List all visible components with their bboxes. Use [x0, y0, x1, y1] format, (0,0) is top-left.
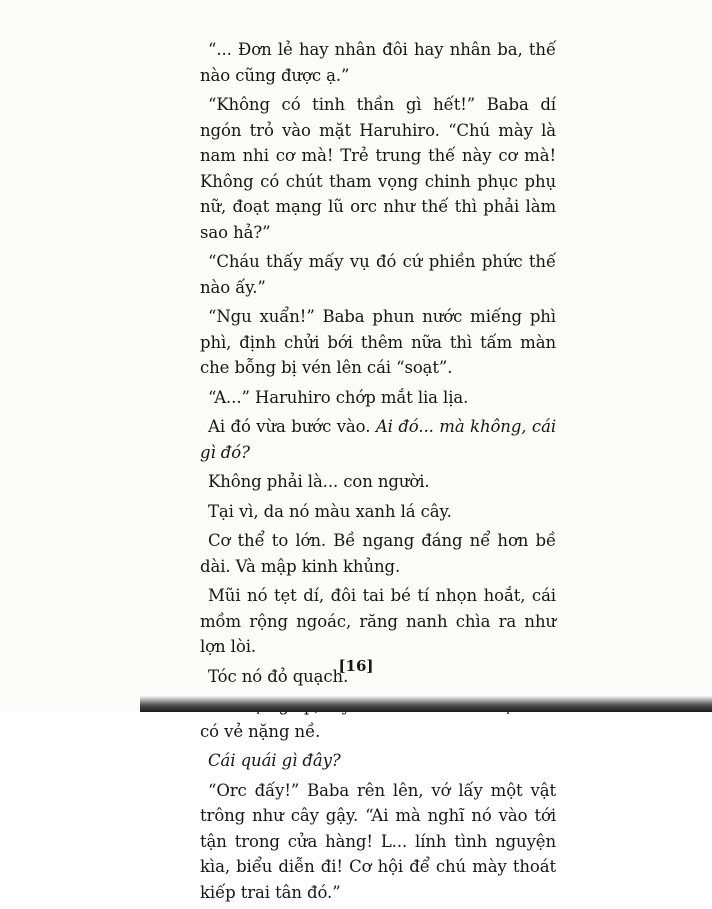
paragraph	[200, 528, 556, 579]
text-run: “A...” Haruhiro chớp mắt lia lịa.	[208, 387, 469, 407]
text-run: “Không có tinh thần gì hết!” Baba dí ngón trỏ vào mặt Haruhiro. “Chú mày là nam nhi cơ mà! Trẻ trung thế này cơ mà! Không có chút tham vọng chinh phục phụ nữ, đoạt mạng lũ orc như thế thì phải làm sao hả?”	[200, 95, 556, 242]
paragraph	[200, 414, 556, 465]
text-run: Không phải là... con người.	[208, 472, 430, 491]
paragraph	[200, 385, 556, 411]
paragraph	[200, 583, 556, 660]
paragraph	[200, 499, 556, 525]
text-run: Mũi nó tẹt dí, đôi tai bé tí nhọn hoắt, cái mồm rộng ngoác, răng nanh chìa ra như lợn lòi.	[200, 586, 556, 656]
text-run: Ai đó vừa bước vào.	[208, 417, 376, 436]
paragraph	[200, 92, 556, 245]
paragraph	[200, 748, 556, 774]
paragraph	[200, 304, 556, 381]
paragraph	[200, 778, 556, 906]
text-run: có vẻ nặng nề.	[200, 721, 321, 741]
page-bottom-shadow	[140, 696, 712, 712]
paragraph	[200, 469, 556, 495]
paragraph	[200, 249, 556, 300]
text-run: “Orc đấy!” Baba rên lên, vớ lấy một vật trông như cây gậy. “Ai mà nghĩ nó vào tới tận trong cửa hàng! L... lính tình nguyện kìa, biểu diễn đi! Cơ hội để chú mày thoát kiếp trai tân đó.”	[200, 780, 556, 902]
text-run: Cơ thể to lớn. Bề ngang đáng nể hơn bề dài. Và mập kinh khủng.	[200, 531, 556, 576]
text-run: Tóc nó đỏ quạch.	[208, 666, 349, 686]
page-number: [16]	[338, 657, 374, 675]
body-text	[200, 37, 556, 909]
text-run: Tại vì, da nó màu xanh lá cây.	[208, 501, 452, 521]
text-run: “Ngu xuẩn!” Baba phun nước miếng phì phì, định chửi bới thêm nữa thì tấm màn che bỗng bị vén lên cái “soạt”.	[200, 307, 556, 377]
paragraph	[200, 37, 556, 88]
italic-text: Cái quái gì đây?	[208, 751, 341, 770]
text-run: “Cháu thấy mấy vụ đó cứ phiền phức thế nào ấy.”	[200, 252, 556, 297]
text-run: “... Đơn lẻ hay nhân đôi hay nhân ba, thế nào cũng được ạ.”	[200, 40, 556, 85]
italic-text: Ai đó... mà không, cái gì đó?	[200, 417, 556, 462]
